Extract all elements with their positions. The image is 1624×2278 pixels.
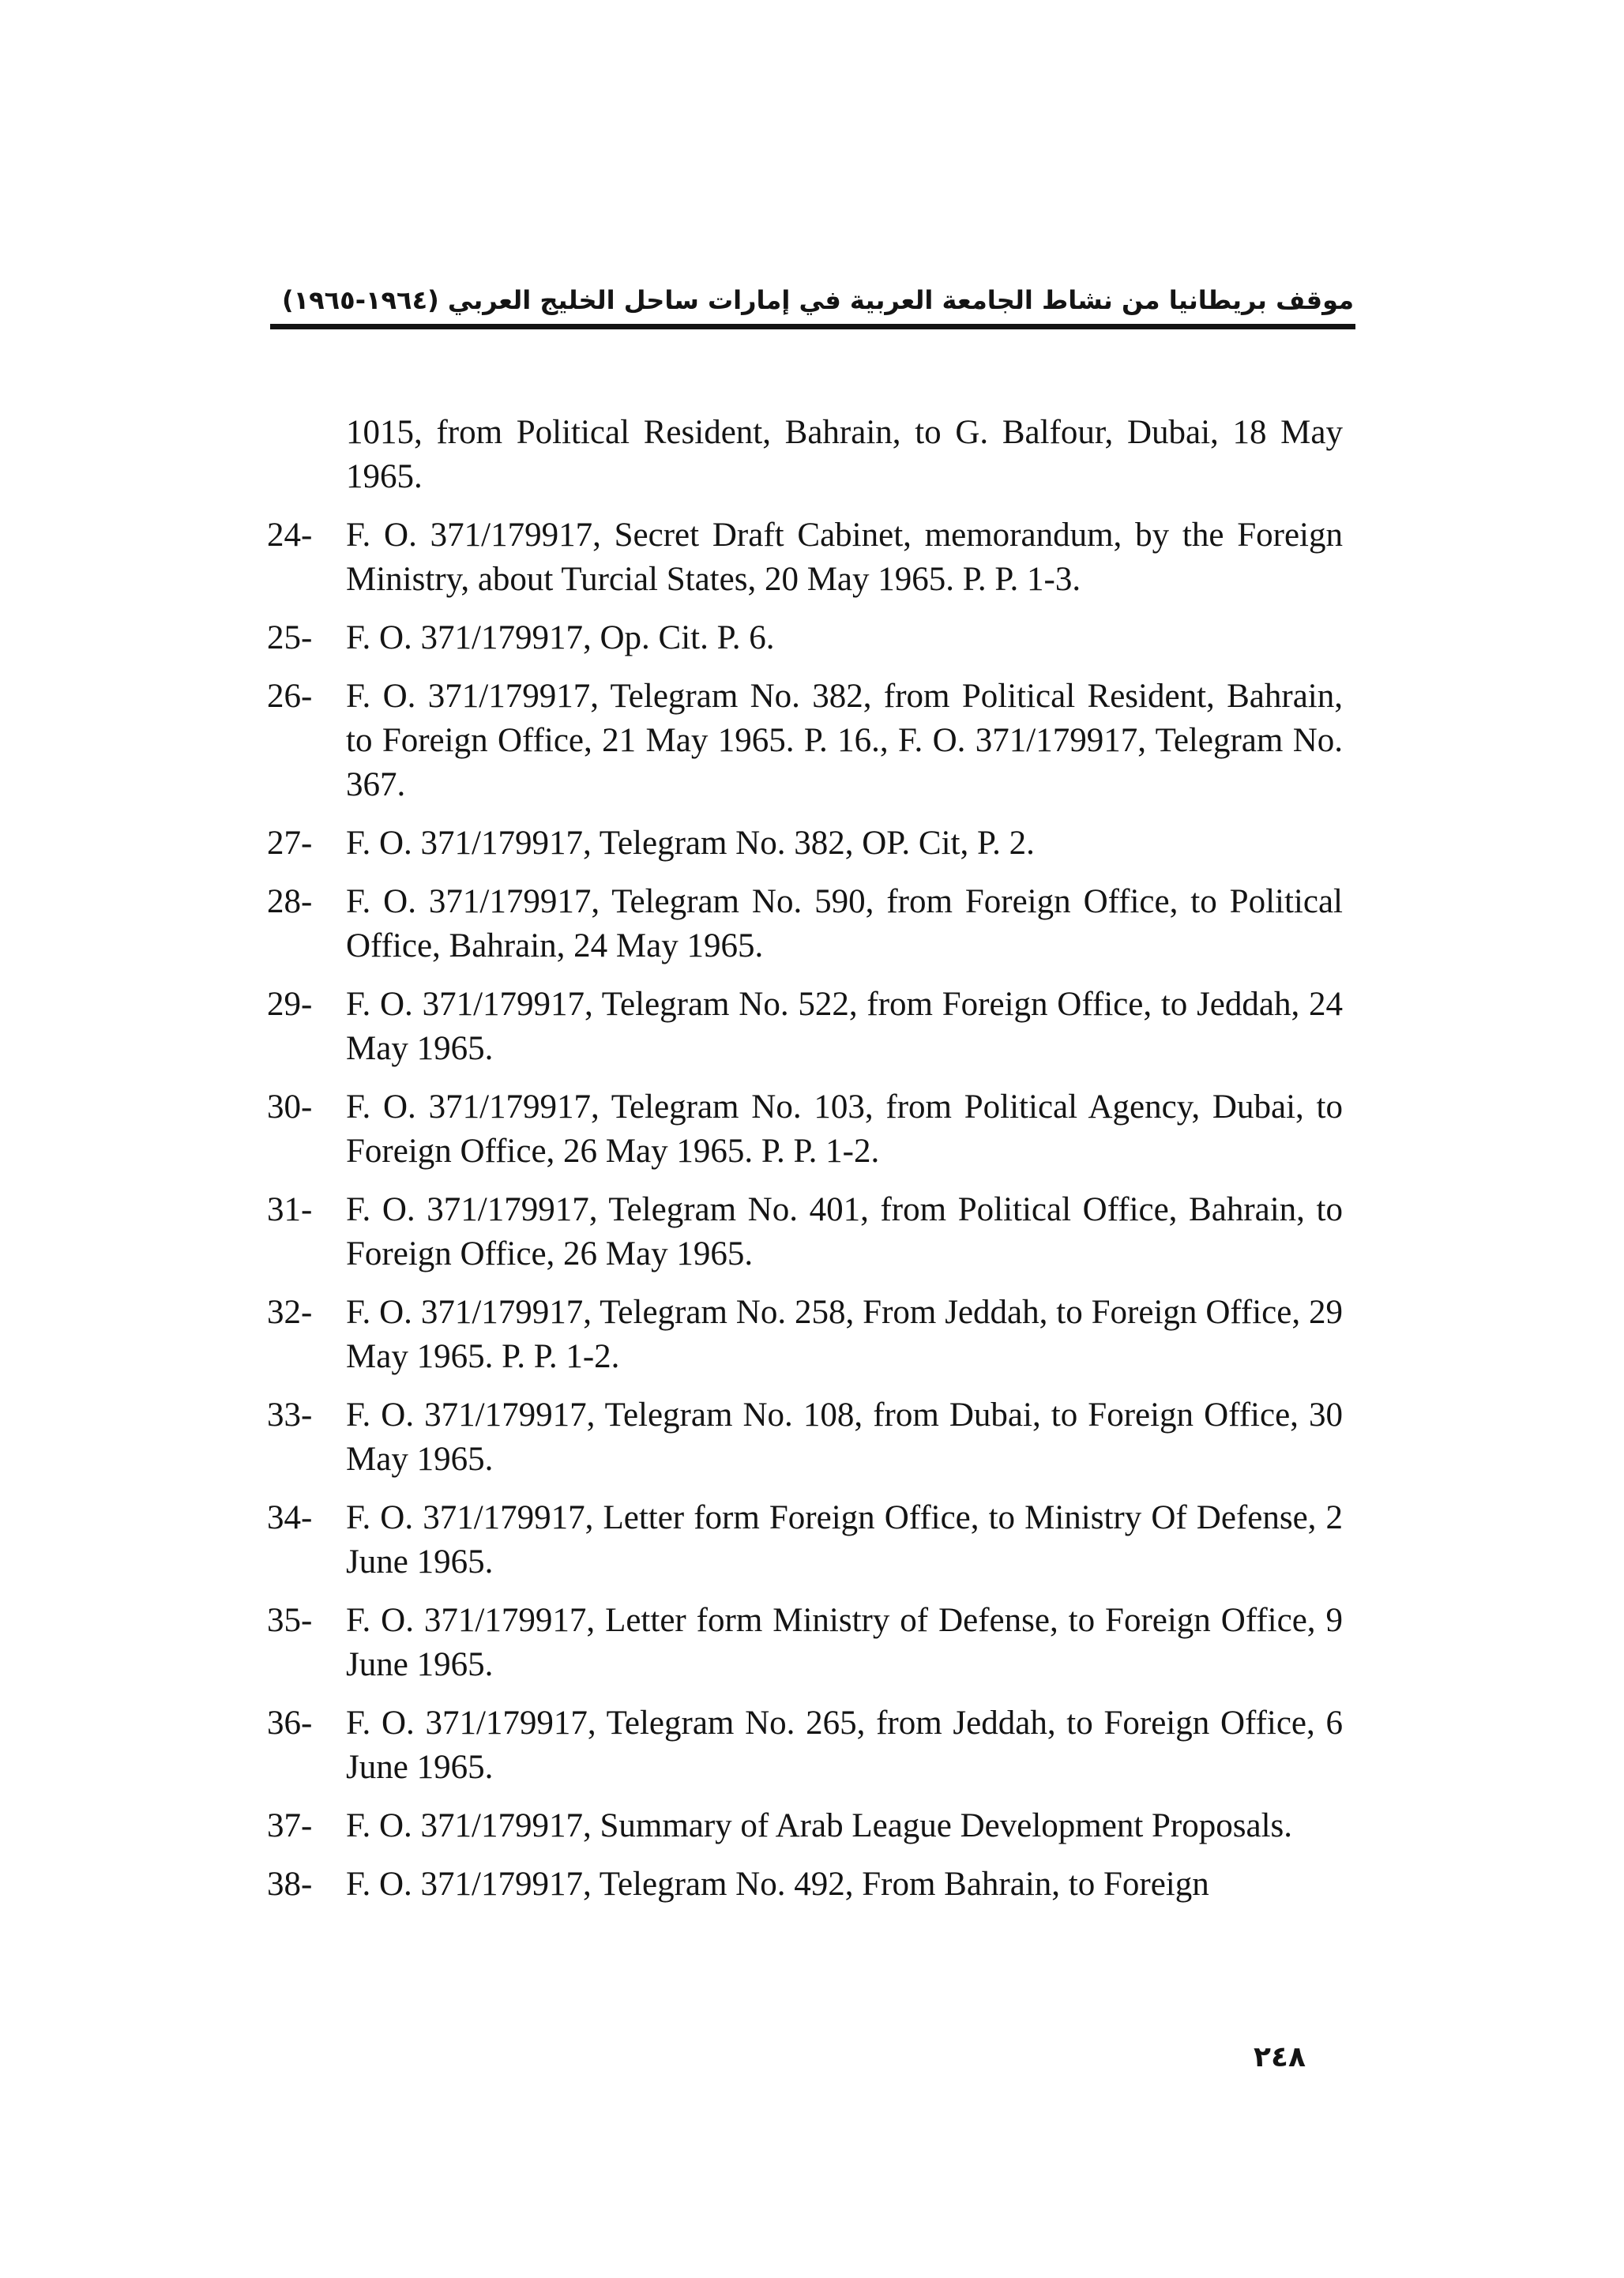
endnote-text: F. O. 371/179917, Telegram No. 382, from Political Resident, Bahrain, to Foreign Office, 21 May 1965. P. 16., F. O. 371/179917, Telegram No. 367. <box>346 678 1343 803</box>
endnote-item <box>267 1496 1343 1584</box>
endnote-item <box>267 675 1343 807</box>
endnote-text: F. O. 371/179917, Telegram No. 590, from Foreign Office, to Political Office, Bahrain, 24 May 1965. <box>346 883 1343 964</box>
endnote-item <box>267 411 1343 499</box>
endnote-text: F. O. 371/179917, Secret Draft Cabinet, memorandum, by the Foreign Ministry, about Turcial States, 20 May 1965. P. P. 1-3. <box>346 517 1343 598</box>
endnote-item <box>267 1291 1343 1379</box>
endnote-number: 32- <box>267 1294 313 1331</box>
endnote-text: F. O. 371/179917, Summary of Arab League Development Proposals. <box>346 1807 1292 1844</box>
endnote-number: 26- <box>267 678 313 715</box>
endnote-item <box>267 983 1343 1071</box>
endnote-number: 33- <box>267 1396 313 1434</box>
endnote-item <box>267 1188 1343 1276</box>
endnote-number: 25- <box>267 619 313 656</box>
endnote-item <box>267 1599 1343 1687</box>
endnote-item <box>267 1393 1343 1482</box>
endnote-number: 29- <box>267 986 313 1023</box>
endnote-text: F. O. 371/179917, Op. Cit. P. 6. <box>346 619 775 656</box>
endnote-item <box>267 821 1343 866</box>
endnote-item <box>267 1701 1343 1790</box>
endnote-item <box>267 616 1343 660</box>
endnote-text: F. O. 371/179917, Telegram No. 258, From Jeddah, to Foreign Office, 29 May 1965. P. P. 1-2. <box>346 1294 1343 1375</box>
header-rule <box>270 324 1355 329</box>
endnote-number: 31- <box>267 1191 313 1228</box>
endnote-text: F. O. 371/179917, Telegram No. 382, OP. Cit, P. 2. <box>346 825 1035 862</box>
endnote-number: 30- <box>267 1088 313 1126</box>
endnote-number: 27- <box>267 825 313 862</box>
endnote-number: 24- <box>267 517 313 554</box>
endnote-number: 35- <box>267 1602 313 1639</box>
endnote-text: F. O. 371/179917, Letter form Foreign Office, to Ministry Of Defense, 2 June 1965. <box>346 1499 1343 1581</box>
endnote-text: F. O. 371/179917, Letter form Ministry of Defense, to Foreign Office, 9 June 1965. <box>346 1602 1343 1683</box>
endnote-item <box>267 1085 1343 1174</box>
running-header: موقف بريطانيا من نشاط الجامعة العربية في إمارات ساحل الخليج العربي (١٩٦٤-١٩٦٥) <box>281 285 1354 315</box>
endnote-text: F. O. 371/179917, Telegram No. 492, From Bahrain, to Foreign <box>346 1866 1209 1903</box>
endnote-number: 28- <box>267 883 313 920</box>
endnote-number: 37- <box>267 1807 313 1844</box>
endnote-item <box>267 513 1343 602</box>
endnote-text: F. O. 371/179917, Telegram No. 103, from Political Agency, Dubai, to Foreign Office, 26 May 1965. P. P. 1-2. <box>346 1088 1343 1170</box>
endnote-item <box>267 1863 1343 1907</box>
endnote-item <box>267 1804 1343 1848</box>
endnote-number: 38- <box>267 1866 313 1903</box>
endnote-number: 34- <box>267 1499 313 1536</box>
endnote-text: F. O. 371/179917, Telegram No. 108, from Dubai, to Foreign Office, 30 May 1965. <box>346 1396 1343 1478</box>
endnote-text: F. O. 371/179917, Telegram No. 401, from Political Office, Bahrain, to Foreign Office, 26 May 1965. <box>346 1191 1343 1272</box>
endnote-text: F. O. 371/179917, Telegram No. 265, from Jeddah, to Foreign Office, 6 June 1965. <box>346 1705 1343 1786</box>
endnote-item <box>267 880 1343 968</box>
page-number: ٢٤٨ <box>1254 2041 1306 2073</box>
endnote-text: F. O. 371/179917, Telegram No. 522, from Foreign Office, to Jeddah, 24 May 1965. <box>346 986 1343 1067</box>
endnote-number: 36- <box>267 1705 313 1742</box>
endnote-text: 1015, from Political Resident, Bahrain, to G. Balfour, Dubai, 18 May 1965. <box>346 414 1343 495</box>
endnotes-list <box>267 411 1343 1921</box>
